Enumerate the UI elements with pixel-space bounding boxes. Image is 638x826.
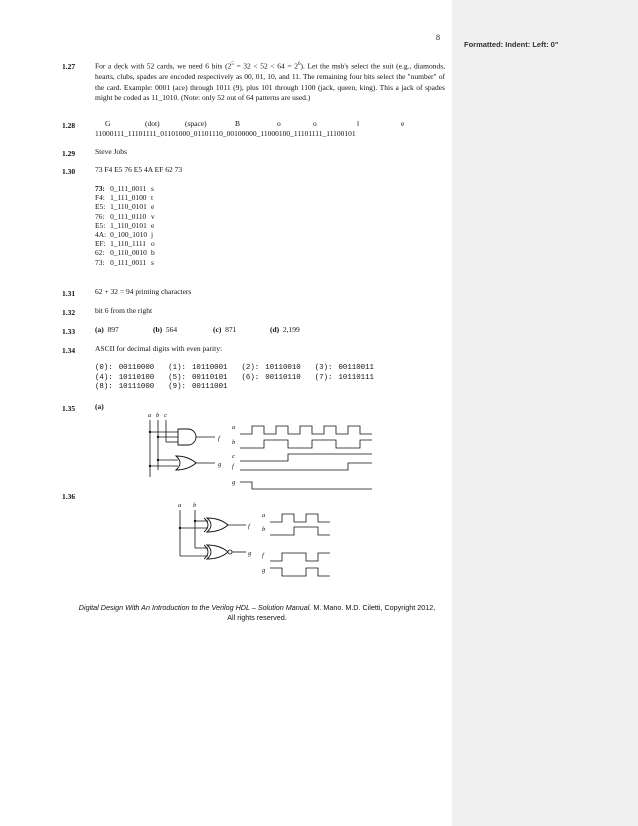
answer-label: (a) — [95, 325, 104, 334]
letter-label: o — [277, 119, 281, 128]
circuit-1-35 — [140, 410, 440, 495]
problem-number-1-32: 1.32 — [62, 308, 76, 317]
digit-label: (4): — [95, 373, 113, 382]
ascii-table — [95, 364, 388, 393]
wave-label-b: b — [262, 526, 266, 533]
wave-label-a: a — [232, 424, 236, 431]
wave-label-f: f — [262, 552, 264, 559]
problem-1-35-sub: (a) — [95, 402, 104, 411]
hex-decode-table — [95, 184, 445, 267]
table-cell: 1_111_0100 — [110, 193, 147, 203]
input-label-c: c — [164, 412, 167, 419]
problem-1-27-text — [95, 60, 445, 104]
and-gate — [178, 429, 196, 445]
table-cell: 1_110_1111 — [110, 239, 146, 249]
problem-number-1-33: 1.33 — [62, 327, 76, 336]
circuit-1-36 — [170, 500, 340, 580]
comment-margin — [452, 0, 638, 826]
wave-label-c: c — [232, 453, 235, 460]
problem-1-28-bits: 11000111_11101111_01101000_01101110_00100000_11000100_11101111_11100101 — [95, 129, 356, 138]
parity-code: 10110010 — [265, 364, 301, 372]
problem-1-29-text: Steve Jobs — [95, 147, 127, 156]
output-label-g: g — [218, 461, 222, 468]
parity-code: 00111001 — [191, 383, 228, 391]
footer-title: Digital Design With An Introduction to the Verilog HDL – Solution Manual. — [78, 603, 312, 612]
wave-label-b: b — [232, 439, 236, 446]
digit-label: (0): — [95, 364, 113, 372]
table-row — [95, 230, 159, 239]
text-part: = 32 < 52 < 64 = 2 — [233, 61, 298, 71]
wave-label-f: f — [232, 463, 234, 470]
table-cell: 62: — [95, 248, 105, 258]
table-cell: E5: — [95, 220, 106, 230]
answer-label: (b) — [153, 325, 163, 334]
parity-code: 10110111 — [338, 373, 374, 382]
letter-label: (space) — [185, 119, 207, 128]
footer — [62, 603, 452, 623]
waveform-a — [240, 426, 372, 434]
letter-label: l — [357, 119, 360, 128]
or-gate — [176, 456, 196, 470]
answer-a — [95, 325, 119, 336]
parity-table — [95, 364, 445, 393]
text-part: ). Let the msb's select the suit (e.g., diamonds, hearts, clubs, spades are encoded respectively as 00, 01, 10, and 11. The remaining four bits select the "number" of the card. Example: 0001 (ace) through 1011 (9), plus 101 through 1100 (jack, queen, king). This a jack of spades might be coded as 11_1010. (Note: only 52 out of 64 patterns are used.) — [95, 61, 445, 102]
parity-code: 00110000 — [118, 364, 155, 372]
footer-copyright: M. Mano. M.D. Ciletti, Copyright 2012, — [311, 603, 436, 612]
digit-label: (1): — [168, 364, 186, 372]
digit-label: (5): — [168, 373, 186, 382]
table-row — [95, 202, 159, 211]
table-cell: F4: — [95, 193, 105, 203]
input-label-b: b — [156, 412, 160, 419]
digit-label: (7): — [314, 373, 333, 382]
problem-number-1-35: 1.35 — [62, 404, 76, 413]
problem-1-31-text: 62 + 32 = 94 printing characters — [95, 287, 192, 296]
letter-label: B — [235, 119, 241, 128]
table-row — [95, 383, 388, 393]
output-label-f: f — [218, 435, 220, 442]
table-cell: 1_110_0101 — [110, 220, 147, 230]
output-label-f: f — [248, 523, 250, 530]
problem-number-1-29: 1.29 — [62, 149, 76, 158]
digit-label: (9): — [168, 383, 186, 391]
page-number: 8 — [436, 33, 440, 42]
table-row — [95, 193, 159, 202]
parity-code: 10111000 — [118, 383, 155, 391]
formatting-note: Formatted: Indent: Left: 0" — [464, 40, 559, 49]
input-label-a: a — [178, 502, 182, 509]
answer-value: 564 — [165, 325, 178, 334]
problem-1-34-text: ASCII for decimal digits with even parity: — [95, 344, 223, 353]
wave-label-g: g — [262, 567, 266, 574]
table-cell: 0_111_0011 — [110, 184, 147, 193]
parity-code: 00110011 — [338, 364, 374, 372]
output-label-g: g — [248, 550, 252, 557]
waveform-f — [240, 463, 372, 470]
table-cell: 0_100_1010 — [110, 230, 148, 240]
waveform-g — [240, 482, 372, 489]
table-row — [95, 364, 388, 374]
input-label-b: b — [193, 502, 197, 509]
answer-d — [270, 325, 300, 336]
table-cell: 76: — [95, 211, 105, 221]
text-part: For a deck with 52 cards, we need 6 bits (2 — [95, 61, 232, 71]
answer-value: 2,199 — [282, 325, 300, 334]
table-row — [95, 212, 159, 221]
footer-rights: All rights reserved. — [227, 613, 287, 622]
waveform-c — [240, 454, 372, 461]
table-cell: e — [151, 202, 155, 212]
superscript: 6 — [297, 62, 301, 67]
problem-number-1-34: 1.34 — [62, 346, 76, 355]
table-cell: 0_111_0110 — [110, 211, 147, 221]
digit-label: (2): — [241, 364, 260, 372]
problem-number-1-28: 1.28 — [62, 121, 76, 130]
problem-1-30-hex: 73 F4 E5 76 E5 4A EF 62 73 — [95, 165, 183, 174]
problem-number-1-27: 1.27 — [62, 62, 76, 71]
table-row — [95, 239, 159, 248]
table-row — [95, 184, 159, 193]
waveform-g — [270, 568, 330, 576]
waveform-a — [270, 514, 330, 522]
problem-1-28-letters — [95, 119, 445, 129]
table-cell: EF: — [95, 239, 106, 249]
hex-table — [95, 184, 159, 267]
table-row — [95, 221, 159, 230]
waveform-f — [270, 553, 330, 561]
answer-c — [213, 325, 236, 336]
table-cell: 0_111_0011 — [110, 257, 147, 267]
parity-code: 10110100 — [118, 373, 155, 382]
problem-1-32-text: bit 6 from the right — [95, 306, 153, 315]
parity-code: 00110110 — [265, 373, 301, 382]
problem-number-1-30: 1.30 — [62, 167, 76, 176]
xor-gate — [204, 518, 228, 532]
parity-code: 10110001 — [191, 364, 228, 372]
table-cell: j — [151, 230, 154, 240]
table-cell: s — [151, 184, 154, 193]
table-cell: 73: — [95, 257, 105, 267]
table-cell: 1_110_0101 — [110, 202, 147, 212]
table-cell: v — [151, 211, 155, 221]
answer-value: 871 — [225, 325, 237, 334]
digit-label: (6): — [241, 373, 260, 382]
problem-number-1-31: 1.31 — [62, 289, 76, 298]
letter-label: o — [313, 119, 317, 128]
letter-label: e — [401, 119, 405, 128]
letter-label: (dot) — [145, 119, 160, 128]
table-cell: t — [151, 193, 154, 203]
digit-label: (8): — [95, 383, 113, 391]
xnor-gate — [204, 545, 232, 559]
table-cell: e — [151, 220, 155, 230]
wave-label-a: a — [262, 512, 266, 519]
waveform-b — [240, 440, 372, 448]
parity-code: 00110101 — [191, 373, 228, 382]
digit-label: (3): — [314, 364, 333, 372]
letter-label: G — [105, 119, 111, 128]
table-cell: b — [151, 248, 155, 258]
table-cell: s — [151, 257, 154, 267]
superscript: 5 — [231, 62, 234, 67]
table-cell: 73: — [95, 184, 105, 193]
answer-b — [153, 325, 177, 336]
table-cell: 0_110_0010 — [110, 248, 147, 258]
answer-label: (c) — [213, 325, 222, 334]
table-cell: 4A: — [95, 230, 107, 240]
problem-number-1-36: 1.36 — [62, 492, 76, 501]
table-row — [95, 258, 159, 267]
answer-label: (d) — [270, 325, 280, 334]
wave-label-g: g — [232, 479, 236, 486]
table-row — [95, 374, 388, 384]
table-cell: o — [151, 239, 155, 249]
waveform-b — [270, 527, 330, 535]
table-row — [95, 248, 159, 257]
answer-value: 897 — [107, 325, 119, 334]
table-cell: E5: — [95, 202, 106, 212]
letters-row — [95, 119, 445, 129]
input-label-a: a — [148, 412, 152, 419]
